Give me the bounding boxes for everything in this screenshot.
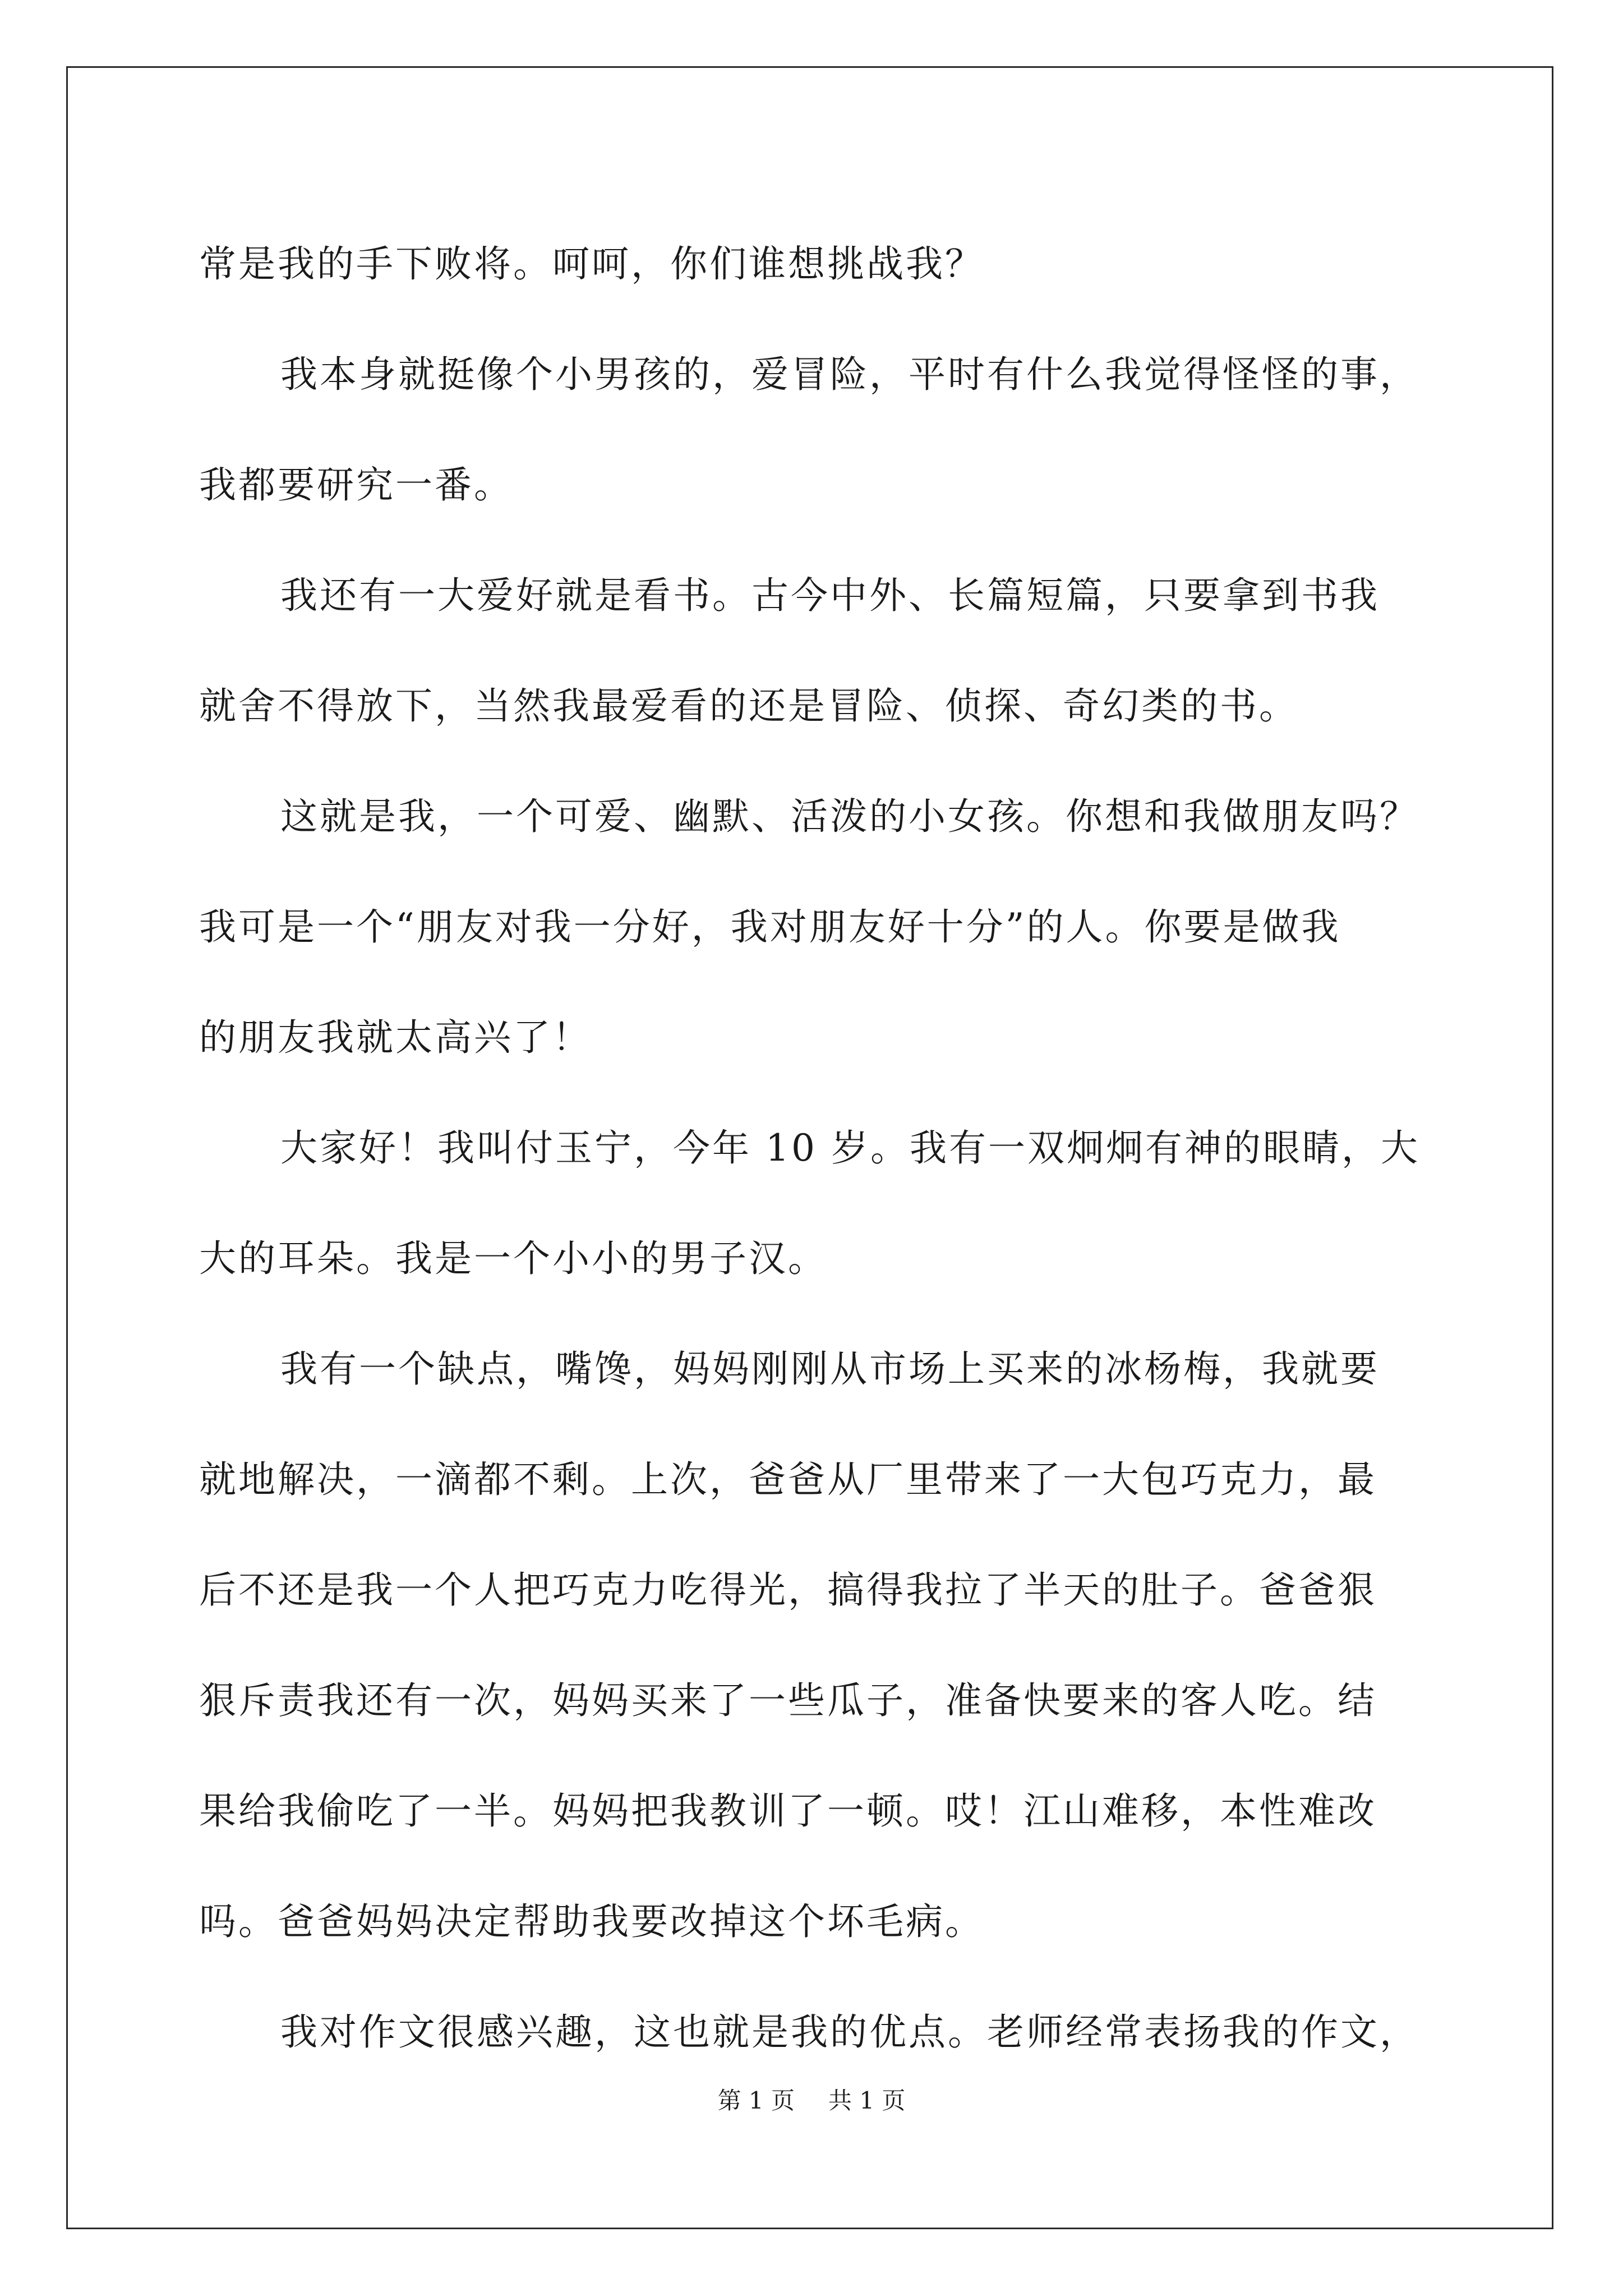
- text-line: 的朋友我就太高兴了！: [199, 1016, 592, 1059]
- text-line: 大家好！我叫付玉宁，今年 10 岁。我有一双炯炯有神的眼睛，大: [280, 1126, 1420, 1170]
- page-footer: [0, 2082, 1623, 2116]
- text-line: 就舍不得放下，当然我最爱看的还是冒险、侦探、奇幻类的书。: [199, 684, 1298, 728]
- document-body: [199, 209, 1437, 2087]
- text-line: 我对作文很感兴趣，这也就是我的优点。老师经常表扬我的作文，: [280, 2010, 1419, 2054]
- text-line: 就地解决，一滴都不剩。上次，爸爸从厂里带来了一大包巧克力，最: [199, 1458, 1377, 1501]
- text-line: 吗。爸爸妈妈决定帮助我要改掉这个坏毛病。: [199, 1900, 984, 1943]
- text-line: 狠斥责我还有一次，妈妈买来了一些瓜子，准备快要来的客人吃。结: [199, 1679, 1377, 1722]
- text-line: 我都要研究一番。: [199, 463, 513, 507]
- text-line: 后不还是我一个人把巧克力吃得光，搞得我拉了半天的肚子。爸爸狠: [199, 1568, 1377, 1612]
- text-line: 果给我偷吃了一半。妈妈把我教训了一顿。哎！江山难移，本性难改: [199, 1789, 1377, 1833]
- text-line: 我可是一个“朋友对我一分好，我对朋友好十分”的人。你要是做我: [199, 905, 1341, 949]
- page-number: 第 1 页: [717, 2087, 795, 2114]
- text-line: 这就是我，一个可爱、幽默、活泼的小女孩。你想和我做朋友吗？: [280, 795, 1419, 838]
- text-line: 我有一个缺点，嘴馋，妈妈刚刚从市场上买来的冰杨梅，我就要: [280, 1347, 1380, 1391]
- text-line: 大的耳朵。我是一个小小的男子汉。: [199, 1237, 827, 1280]
- text-line: 我本身就挺像个小男孩的，爱冒险，平时有什么我觉得怪怪的事，: [280, 353, 1419, 396]
- text-line: 我还有一大爱好就是看书。古今中外、长篇短篇，只要拿到书我: [280, 574, 1380, 617]
- text-line: 常是我的手下败将。呵呵，你们谁想挑战我？: [199, 242, 984, 286]
- page-total: 共 1 页: [828, 2087, 906, 2114]
